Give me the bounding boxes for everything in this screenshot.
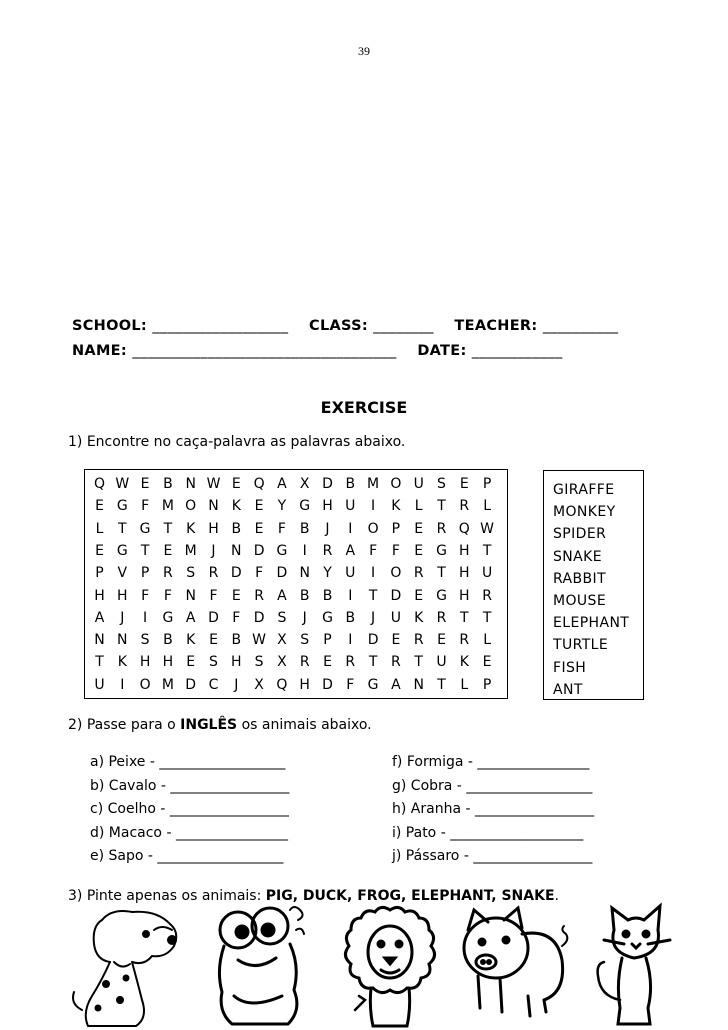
grid-letter[interactable]: I [120, 676, 125, 693]
grid-letter[interactable]: H [459, 565, 470, 582]
grid-row [85, 562, 507, 584]
grid-letter[interactable]: B [299, 520, 310, 537]
word-list-item: TURTLE [553, 637, 609, 654]
grid-letter[interactable]: B [322, 587, 333, 604]
school-line[interactable]: __________________ [152, 318, 289, 334]
grid-letter[interactable]: Q [93, 476, 106, 492]
lion-drawing [335, 900, 445, 1030]
grid-letter[interactable]: H [208, 520, 219, 537]
grid-letter[interactable]: I [143, 609, 148, 626]
question-2-bold: INGLÊS [180, 717, 238, 733]
question-2-before: 2) Passe para o [68, 717, 181, 733]
grid-letter[interactable]: E [414, 542, 424, 559]
grid-letter[interactable]: T [414, 654, 423, 671]
grid-letter[interactable]: G [322, 609, 333, 626]
header-row-1 [72, 318, 618, 334]
word-list-item: GIRAFFE [553, 482, 615, 498]
grid-letter[interactable]: R [459, 632, 470, 649]
grid-letter[interactable]: N [413, 676, 424, 693]
grid-letter[interactable]: O [390, 476, 402, 492]
grid-letter[interactable]: C [208, 676, 219, 693]
translation-item[interactable]: d) Macaco - ________________ [90, 824, 288, 841]
grid-letter[interactable]: T [437, 565, 446, 582]
grid-letter[interactable]: H [117, 587, 128, 604]
grid-letter[interactable]: I [348, 520, 353, 537]
word-search-grid [84, 469, 508, 699]
grid-letter[interactable]: S [437, 476, 446, 492]
grid-letter[interactable]: K [231, 498, 241, 515]
question-2 [68, 717, 372, 733]
translation-item[interactable]: i) Pato - ___________________ [392, 824, 584, 841]
grid-letter[interactable]: U [345, 565, 356, 582]
grid-letter[interactable]: G [436, 542, 447, 559]
grid-letter[interactable]: I [371, 498, 376, 515]
grid-letter[interactable]: U [413, 476, 424, 492]
grid-letter[interactable]: T [437, 676, 446, 693]
question-2-after: os animais abaixo. [237, 717, 372, 733]
grid-letter[interactable]: E [163, 542, 173, 559]
grid-letter[interactable]: B [299, 587, 310, 604]
grid-letter[interactable]: R [482, 587, 492, 604]
grid-letter[interactable]: G [116, 498, 128, 515]
translation-item[interactable]: g) Cobra - __________________ [392, 777, 593, 794]
grid-letter[interactable]: E [231, 476, 241, 492]
grid-letter[interactable]: X [277, 654, 287, 671]
grid-letter[interactable]: H [94, 587, 105, 604]
grid-letter[interactable]: B [345, 609, 356, 626]
grid-row [85, 629, 507, 651]
translations-right [392, 754, 594, 872]
grid-letter[interactable]: R [345, 654, 356, 671]
grid-letter[interactable]: J [120, 609, 125, 626]
grid-letter[interactable]: F [163, 587, 172, 604]
grid-letter[interactable]: F [391, 542, 400, 559]
grid-letter[interactable]: U [390, 609, 402, 626]
grid-letter[interactable]: D [253, 609, 265, 626]
grid-letter[interactable]: S [300, 632, 310, 649]
question-3-before: 3) Pinte apenas os animais: [68, 888, 266, 904]
grid-letter[interactable]: R [322, 542, 333, 559]
translations-left [90, 754, 289, 872]
grid-letter[interactable]: N [94, 632, 105, 649]
grid-letter[interactable]: N [117, 632, 128, 649]
date-line[interactable]: ____________ [471, 343, 563, 359]
word-list-item: SPIDER [553, 526, 607, 543]
grid-letter[interactable]: X [254, 676, 264, 693]
grid-row [85, 674, 507, 696]
grid-letter[interactable]: T [437, 498, 446, 515]
grid-letter[interactable]: P [95, 565, 104, 582]
translation-item[interactable]: e) Sapo - __________________ [90, 848, 284, 864]
grid-letter[interactable]: F [255, 565, 264, 582]
grid-letter[interactable]: Q [276, 676, 288, 693]
grid-letter[interactable]: E [95, 498, 104, 515]
grid-letter[interactable]: K [414, 609, 424, 626]
grid-letter[interactable]: R [436, 609, 447, 626]
grid-letter[interactable]: V [117, 565, 128, 582]
grid-letter[interactable]: F [346, 676, 355, 693]
grid-row [85, 473, 507, 495]
grid-letter[interactable]: S [186, 565, 196, 582]
grid-letter[interactable]: T [460, 609, 469, 626]
grid-letter[interactable]: H [299, 676, 310, 693]
translation-item[interactable]: b) Cavalo - _________________ [90, 777, 290, 794]
grid-letter[interactable]: N [208, 498, 219, 515]
grid-letter[interactable]: F [277, 520, 286, 537]
grid-letter[interactable]: D [367, 632, 379, 649]
page-number: 39 [358, 44, 370, 58]
grid-letter[interactable]: E [414, 587, 424, 604]
word-list-item: FISH [553, 659, 587, 676]
grid-letter[interactable]: E [209, 632, 218, 649]
grid-letter[interactable]: A [185, 609, 196, 626]
grid-letter[interactable]: B [163, 632, 173, 649]
grid-letter[interactable]: H [459, 587, 470, 604]
grid-letter[interactable]: B [231, 520, 242, 537]
grid-letter[interactable]: R [208, 565, 219, 582]
grid-letter[interactable]: S [254, 654, 264, 671]
translation-item[interactable]: h) Aranha - _________________ [392, 801, 594, 817]
grid-letter[interactable]: P [391, 520, 401, 537]
grid-letter[interactable]: T [368, 654, 378, 671]
header-row-2 [72, 343, 563, 359]
grid-letter[interactable]: M [184, 542, 197, 559]
grid-letter[interactable]: D [322, 476, 333, 492]
grid-letter[interactable]: N [185, 476, 196, 492]
grid-letter[interactable]: F [209, 587, 218, 604]
grid-letter[interactable]: R [299, 654, 310, 671]
grid-row [85, 607, 507, 629]
grid-letter[interactable]: I [348, 587, 353, 604]
grid-letter[interactable]: R [459, 498, 470, 515]
grid-letter[interactable]: E [140, 476, 150, 492]
grid-letter[interactable]: D [208, 609, 219, 626]
grid-letter[interactable]: J [302, 609, 307, 626]
grid-row [85, 495, 507, 517]
grid-letter[interactable]: L [483, 632, 491, 649]
grid-letter[interactable]: P [140, 565, 150, 582]
grid-letter[interactable]: W [115, 476, 130, 492]
cat-drawing [590, 900, 680, 1030]
school-label: SCHOOL: [72, 318, 148, 334]
grid-letter[interactable]: W [206, 476, 221, 492]
grid-letter[interactable]: I [371, 565, 376, 582]
grid-letter[interactable]: S [277, 609, 287, 626]
grid-letter[interactable]: R [413, 565, 424, 582]
grid-letter[interactable]: E [459, 476, 469, 492]
grid-letter[interactable]: Y [323, 565, 332, 582]
teacher-line[interactable]: __________ [542, 318, 619, 334]
grid-letter[interactable]: P [323, 632, 332, 649]
grid-letter[interactable]: Q [253, 476, 265, 492]
grid-letter[interactable]: D [185, 676, 197, 693]
grid-letter[interactable]: F [232, 609, 241, 626]
grid-row [85, 585, 507, 607]
grid-letter[interactable]: G [367, 676, 379, 693]
word-list-item: SNAKE [553, 548, 602, 565]
grid-letter[interactable]: G [276, 542, 288, 559]
class-label: CLASS: [309, 318, 368, 334]
grid-letter[interactable]: P [482, 476, 492, 492]
grid-letter[interactable]: K [186, 632, 196, 649]
grid-letter[interactable]: X [277, 632, 287, 649]
grid-letter[interactable]: Y [277, 498, 287, 515]
grid-letter[interactable]: T [482, 609, 492, 626]
grid-letter[interactable]: B [231, 632, 242, 649]
grid-letter[interactable]: N [185, 587, 196, 604]
translation-item[interactable]: c) Coelho - _________________ [90, 801, 289, 817]
grid-letter[interactable]: G [116, 542, 128, 559]
grid-letter[interactable]: W [252, 632, 267, 649]
grid-letter[interactable]: E [323, 654, 332, 671]
grid-letter[interactable]: K [186, 520, 196, 537]
grid-letter[interactable]: A [94, 609, 105, 626]
grid-letter[interactable]: H [322, 498, 333, 515]
grid-letter[interactable]: A [391, 676, 401, 693]
grid-letter[interactable]: D [322, 676, 333, 693]
grid-letter[interactable]: G [162, 609, 174, 626]
word-list-item: MOUSE [553, 593, 607, 610]
grid-letter[interactable]: K [117, 654, 127, 671]
grid-letter[interactable]: T [482, 542, 492, 559]
grid-letter[interactable]: W [480, 520, 495, 537]
translation-item[interactable]: f) Formiga - ________________ [392, 754, 590, 770]
grid-letter[interactable]: K [459, 654, 469, 671]
grid-letter[interactable]: R [163, 565, 173, 582]
grid-letter[interactable]: O [185, 498, 197, 515]
grid-letter[interactable]: F [141, 587, 150, 604]
question-3-bold: PIG, DUCK, FROG, ELEPHANT, SNAKE [265, 888, 555, 904]
grid-letter[interactable]: T [118, 520, 127, 537]
grid-letter[interactable]: E [186, 654, 196, 671]
grid-letter[interactable]: F [141, 498, 150, 515]
grid-letter[interactable]: A [277, 587, 287, 604]
grid-letter[interactable]: X [299, 476, 310, 492]
grid-letter[interactable]: K [391, 498, 401, 515]
grid-letter[interactable]: E [95, 542, 104, 559]
grid-letter[interactable]: H [139, 654, 151, 671]
grid-letter[interactable]: L [460, 676, 469, 693]
grid-letter[interactable]: T [163, 520, 173, 537]
grid-letter[interactable]: J [211, 542, 216, 559]
grid-letter[interactable]: Q [458, 520, 470, 537]
grid-letter[interactable]: E [254, 498, 264, 515]
grid-letter[interactable]: M [161, 676, 174, 693]
question-1: 1) Encontre no caça-palavra as palavras abaixo. [68, 434, 406, 450]
translation-item[interactable]: a) Peixe - __________________ [90, 754, 286, 770]
grid-letter[interactable]: L [414, 498, 423, 515]
grid-letter[interactable]: T [368, 587, 378, 604]
grid-letter[interactable]: L [95, 520, 104, 537]
teacher-label: TEACHER: [454, 318, 538, 334]
grid-letter[interactable]: J [325, 520, 330, 537]
pig-drawing [448, 900, 573, 1030]
translation-item[interactable]: j) Pássaro - _________________ [392, 848, 593, 864]
name-label: NAME: [72, 343, 127, 359]
grid-letter[interactable]: P [482, 676, 492, 693]
grid-letter[interactable]: U [94, 676, 105, 693]
grid-letter[interactable]: D [276, 565, 288, 582]
grid-letter[interactable]: T [95, 654, 104, 671]
grid-row [85, 540, 507, 562]
word-list-item: ELEPHANT [553, 615, 630, 632]
word-list-item: MONKEY [553, 504, 616, 521]
grid-letter[interactable]: B [163, 476, 173, 492]
exercise-title: EXERCISE [320, 398, 408, 417]
grid-letter[interactable]: G [299, 498, 311, 515]
grid-letter[interactable]: U [481, 565, 493, 582]
grid-letter[interactable]: F [369, 542, 378, 559]
grid-letter[interactable]: N [299, 565, 310, 582]
grid-letter[interactable]: H [231, 654, 242, 671]
question-3-after: . [554, 888, 559, 904]
word-list-item: RABBIT [553, 570, 607, 587]
grid-row [85, 518, 507, 540]
grid-letter[interactable]: O [139, 676, 151, 693]
grid-letter[interactable]: N [231, 542, 242, 559]
grid-row [85, 651, 507, 673]
dog-drawing [62, 900, 187, 1030]
grid-letter[interactable]: R [254, 587, 264, 604]
grid-letter[interactable]: D [390, 587, 402, 604]
grid-letter[interactable]: T [140, 542, 150, 559]
grid-letter[interactable]: D [253, 542, 265, 559]
grid-letter[interactable]: G [436, 587, 447, 604]
grid-letter[interactable]: G [139, 520, 151, 537]
grid-letter[interactable]: R [436, 520, 447, 537]
grid-letter[interactable]: H [459, 542, 470, 559]
grid-letter[interactable]: R [391, 654, 401, 671]
grid-letter[interactable]: I [348, 632, 353, 649]
grid-letter[interactable]: M [367, 476, 380, 492]
grid-letter[interactable]: E [231, 587, 241, 604]
grid-letter[interactable]: M [161, 498, 174, 515]
grid-letter[interactable]: J [234, 676, 239, 693]
grid-letter[interactable]: L [483, 498, 491, 515]
grid-letter[interactable]: D [230, 565, 242, 582]
grid-letter[interactable]: E [254, 520, 264, 537]
grid-letter[interactable]: O [367, 520, 379, 537]
grid-letter[interactable]: H [162, 654, 174, 671]
grid-letter[interactable]: O [390, 565, 402, 582]
grid-letter[interactable]: J [371, 609, 376, 626]
grid-letter[interactable]: A [345, 542, 356, 559]
word-list [543, 470, 644, 700]
grid-letter[interactable]: S [209, 654, 218, 671]
grid-letter[interactable]: R [413, 632, 424, 649]
grid-letter[interactable]: E [437, 632, 446, 649]
grid-letter[interactable]: E [391, 632, 401, 649]
grid-letter[interactable]: E [414, 520, 424, 537]
grid-letter[interactable]: B [345, 476, 356, 492]
grid-letter[interactable]: S [140, 632, 150, 649]
grid-letter[interactable]: I [302, 542, 307, 559]
grid-letter[interactable]: E [482, 654, 492, 671]
date-label: DATE: [417, 343, 467, 359]
grid-letter[interactable]: U [436, 654, 447, 671]
word-list-item: ANT [553, 681, 583, 698]
name-line[interactable]: ___________________________________ [132, 343, 397, 359]
frog-drawing [198, 900, 318, 1030]
class-line[interactable]: ________ [373, 318, 434, 334]
grid-letter[interactable]: A [277, 476, 287, 492]
grid-letter[interactable]: U [345, 498, 356, 515]
